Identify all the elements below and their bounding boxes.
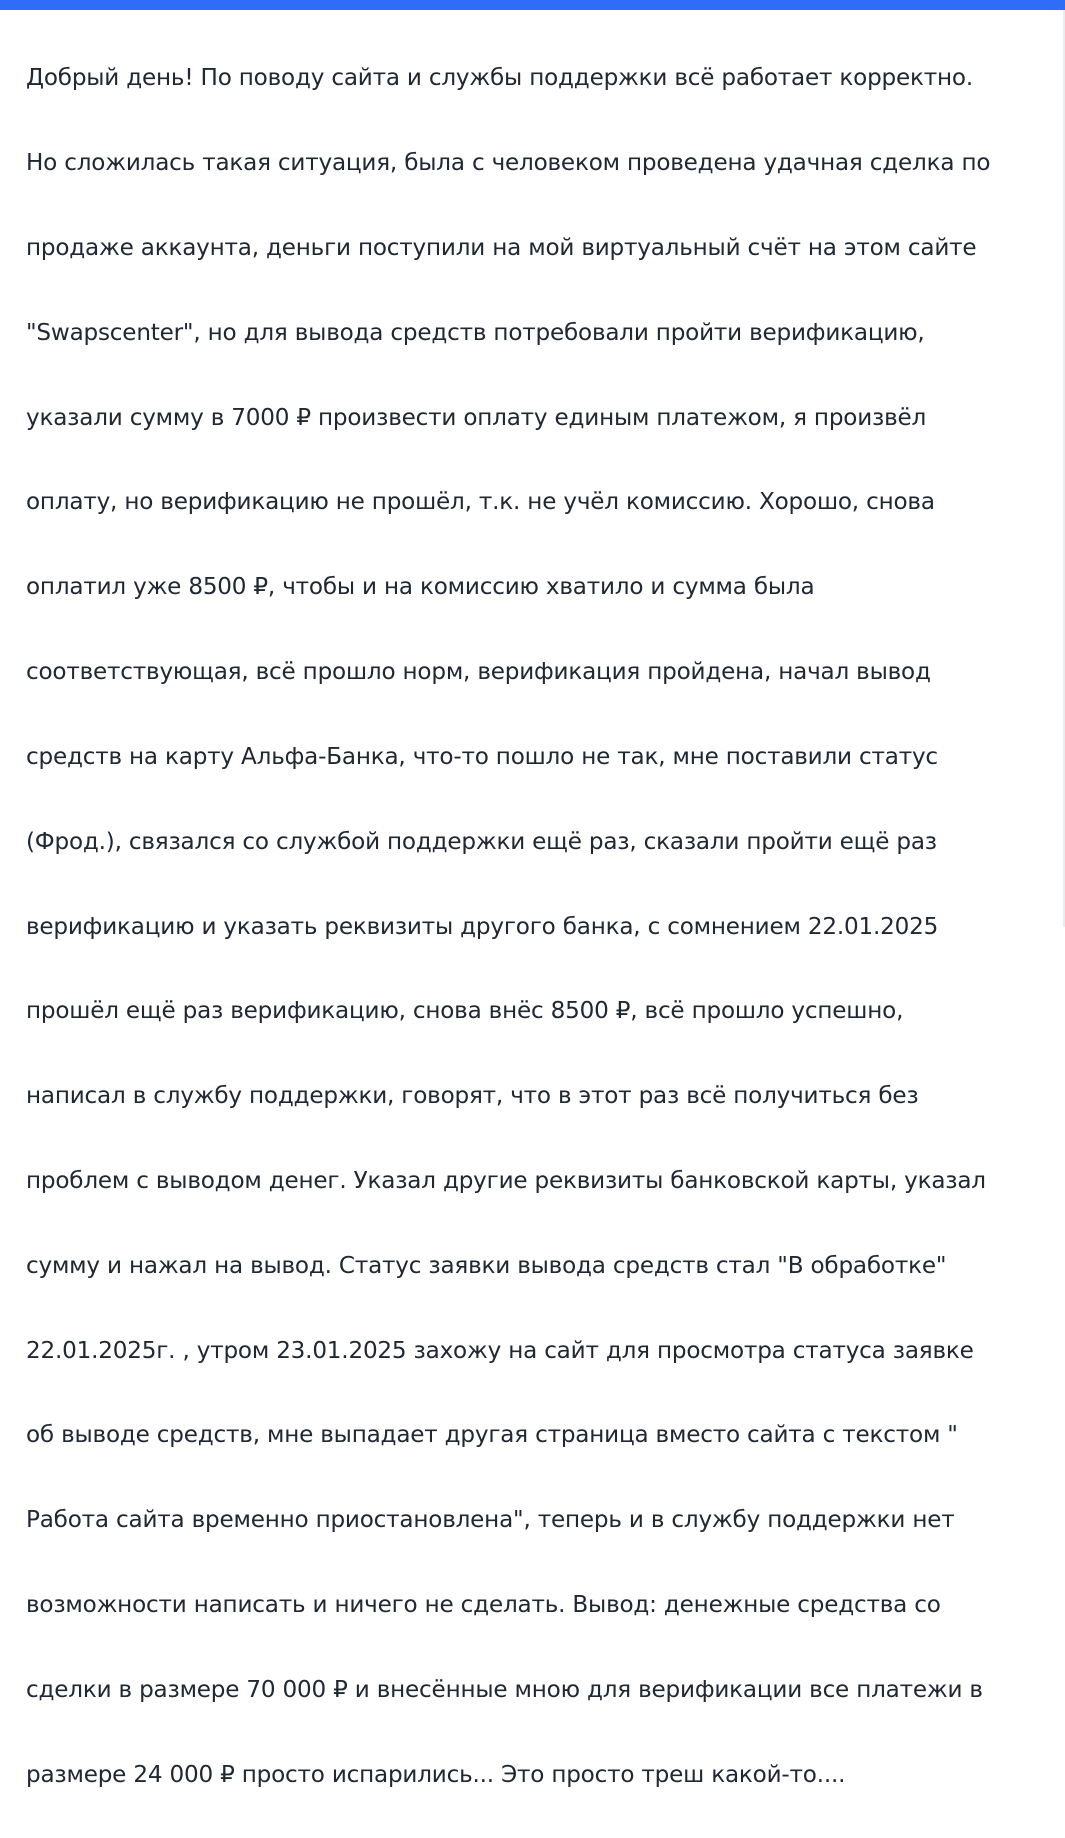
review-line: 22.01.2025г. , утром 23.01.2025 захожу на сайт для просмотра статуса заявке (26, 1337, 974, 1364)
review-line: возможности написать и ничего не сделать. Вывод: денежные средства со (26, 1592, 941, 1619)
review-line: Но сложилась такая ситуация, была с человеком проведена удачная сделка по (26, 150, 991, 177)
review-line: верификацию и указать реквизиты другого банка, с сомнением 22.01.2025 (26, 913, 939, 940)
review-line: об выводе средств, мне выпадает другая страница вместо сайта с текстом " (26, 1422, 958, 1449)
review-line: (Фрод.), связался со службой поддержки ещё раз, сказали пройти ещё раз (26, 828, 937, 855)
review-line: "Swapscenter", но для вывода средств потребовали пройти верификацию, (26, 319, 925, 346)
review-line: сделки в размере 70 000 ₽ и внесённые мною для верификации все платежи в (26, 1676, 983, 1703)
review-line: прошёл ещё раз верификацию, снова внёс 8500 ₽, всё прошло успешно, (26, 998, 904, 1025)
review-line: оплату, но верификацию не прошёл, т.к. не учёл комиссию. Хорошо, снова (26, 489, 935, 516)
review-line: проблем с выводом денег. Указал другие реквизиты банковской карты, указал (26, 1167, 986, 1194)
review-line: Добрый день! По поводу сайта и службы поддержки всё работает корректно. (26, 65, 973, 92)
review-line: соответствующая, всё прошло норм, верификация пройдена, начал вывод (26, 659, 931, 686)
review-line: средств на карту Альфа-Банка, что-то пошло не так, мне поставили статус (26, 743, 938, 770)
review-line: указали сумму в 7000 ₽ произвести оплату единым платежом, я произвёл (26, 404, 927, 431)
review-line: размере 24 000 ₽ просто испарились... Это просто треш какой-то.... (26, 1761, 846, 1788)
review-line: написал в службу поддержки, говорят, что в этот раз всё получиться без (26, 1083, 919, 1110)
top-accent-bar (0, 0, 1065, 10)
review-line: Работа сайта временно приостановлена", теперь и в службу поддержки нет (26, 1507, 955, 1534)
review-line: продаже аккаунта, деньги поступили на мой виртуальный счёт на этом сайте (26, 235, 977, 262)
review-line: сумму и нажал на вывод. Статус заявки вывода средств стал "В обработке" (26, 1252, 947, 1279)
review-line: оплатил уже 8500 ₽, чтобы и на комиссию хватило и сумма была (26, 574, 815, 601)
